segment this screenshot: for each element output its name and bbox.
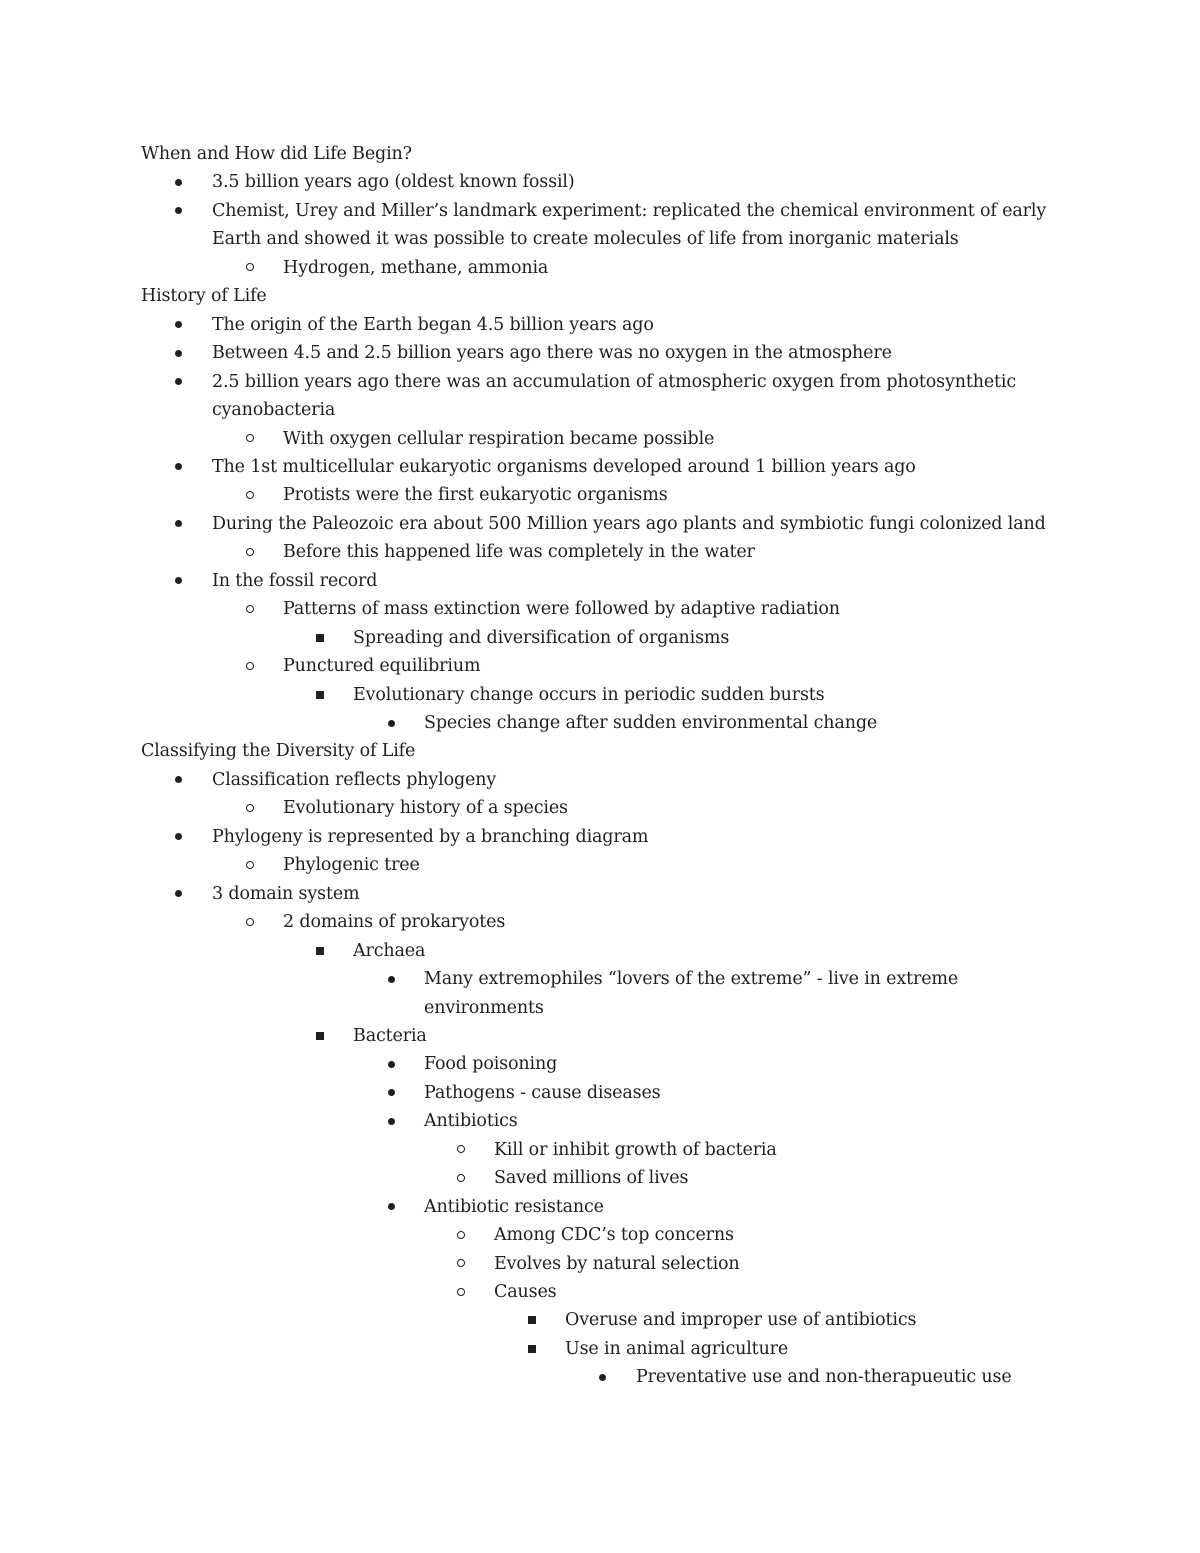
list-bullet-square-icon: [316, 947, 324, 955]
list-item-level-1: 3.5 billion years ago (oldest known fossil): [212, 172, 575, 193]
list-item-level-2: Patterns of mass extinction were followed by adaptive radiation: [283, 599, 840, 620]
list-bullet-circle-icon: [457, 1231, 465, 1239]
list-item-level-1: In the fossil record: [212, 570, 378, 591]
list-item-level-2: 2 domains of prokaryotes: [283, 912, 506, 933]
list-item-level-1: Between 4.5 and 2.5 billion years ago there was no oxygen in the atmosphere: [212, 343, 892, 364]
list-item-level-1: 3 domain system: [212, 883, 360, 904]
list-bullet-disc-icon: [388, 1061, 395, 1068]
list-item-level-1: The 1st multicellular eukaryotic organisms developed around 1 billion years ago: [212, 456, 916, 477]
list-bullet-circle-icon: [457, 1145, 465, 1153]
list-bullet-disc-icon: [388, 1118, 395, 1125]
list-bullet-disc-icon: [175, 321, 182, 328]
list-bullet-circle-icon: [457, 1174, 465, 1182]
list-bullet-circle-icon: [246, 434, 254, 442]
list-bullet-circle-icon: [246, 918, 254, 926]
list-bullet-disc-icon: [388, 976, 395, 983]
list-item-continuation: cyanobacteria: [212, 400, 336, 421]
list-item-level-2: With oxygen cellular respiration became possible: [283, 428, 715, 449]
list-bullet-disc-icon: [388, 1089, 395, 1096]
list-bullet-circle-icon: [246, 861, 254, 869]
list-item-level-4: Antibiotic resistance: [424, 1196, 604, 1217]
list-bullet-disc-icon: [175, 179, 182, 186]
list-bullet-square-icon: [528, 1345, 536, 1353]
list-bullet-disc-icon: [388, 720, 395, 727]
list-bullet-square-icon: [528, 1316, 536, 1324]
list-item-level-2: Protists were the first eukaryotic organisms: [283, 485, 668, 506]
list-item-level-3: Evolutionary change occurs in periodic sudden bursts: [353, 684, 825, 705]
list-bullet-circle-icon: [246, 804, 254, 812]
list-bullet-disc-icon: [388, 1203, 395, 1210]
list-bullet-disc-icon: [175, 890, 182, 897]
list-bullet-disc-icon: [175, 378, 182, 385]
list-item-level-2: Evolutionary history of a species: [283, 798, 568, 819]
list-bullet-disc-icon: [175, 463, 182, 470]
list-item-level-3: Bacteria: [353, 1025, 427, 1046]
list-item-level-5: Evolves by natural selection: [494, 1253, 740, 1274]
list-bullet-circle-icon: [457, 1259, 465, 1267]
list-item-level-2: Before this happened life was completely in the water: [283, 542, 755, 563]
list-item-level-6: Overuse and improper use of antibiotics: [565, 1310, 917, 1331]
list-item-level-5: Among CDC’s top concerns: [494, 1225, 734, 1246]
list-item-level-4: Food poisoning: [424, 1054, 558, 1075]
list-item-level-1: Chemist, Urey and Miller’s landmark experiment: replicated the chemical environment of early: [212, 200, 1047, 221]
list-bullet-circle-icon: [457, 1288, 465, 1296]
list-bullet-disc-icon: [175, 577, 182, 584]
list-item-continuation: environments: [424, 997, 544, 1018]
list-item-level-6: Use in animal agriculture: [565, 1338, 789, 1359]
section-heading: When and How did Life Begin?: [141, 144, 412, 164]
list-item-level-7: Preventative use and non-therapueutic use: [636, 1367, 1012, 1388]
list-bullet-disc-icon: [599, 1374, 606, 1381]
list-bullet-disc-icon: [175, 350, 182, 357]
list-bullet-circle-icon: [246, 491, 254, 499]
list-item-continuation: Earth and showed it was possible to create molecules of life from inorganic materials: [212, 229, 959, 250]
list-bullet-disc-icon: [175, 207, 182, 214]
list-item-level-4: Species change after sudden environmental change: [424, 713, 878, 733]
list-item-level-1: Phylogeny is represented by a branching diagram: [212, 826, 649, 847]
section-heading: History of Life: [141, 286, 267, 307]
list-item-level-5: Kill or inhibit growth of bacteria: [494, 1139, 777, 1160]
list-bullet-circle-icon: [246, 605, 254, 613]
list-item-level-1: Classification reflects phylogeny: [212, 769, 497, 790]
list-bullet-disc-icon: [175, 833, 182, 840]
list-item-level-1: The origin of the Earth began 4.5 billion years ago: [212, 314, 654, 335]
list-item-level-3: Spreading and diversification of organisms: [353, 627, 730, 648]
list-bullet-circle-icon: [246, 263, 254, 271]
list-item-level-4: Pathogens - cause diseases: [424, 1082, 661, 1103]
list-item-level-5: Saved millions of lives: [494, 1168, 689, 1189]
list-bullet-square-icon: [316, 691, 324, 699]
list-item-level-5: Causes: [494, 1282, 557, 1302]
list-item-level-1: 2.5 billion years ago there was an accumulation of atmospheric oxygen from photosynthetic: [212, 371, 1017, 392]
list-item-level-4: Antibiotics: [424, 1111, 518, 1132]
list-bullet-square-icon: [316, 634, 324, 642]
list-bullet-square-icon: [316, 1032, 324, 1040]
list-bullet-disc-icon: [175, 776, 182, 783]
list-item-level-4: Many extremophiles “lovers of the extreme” - live in extreme: [424, 969, 959, 990]
list-item-level-2: Hydrogen, methane, ammonia: [283, 257, 549, 278]
list-item-level-2: Phylogenic tree: [283, 855, 420, 876]
list-bullet-circle-icon: [246, 662, 254, 670]
list-item-level-1: During the Paleozoic era about 500 Million years ago plants and symbiotic fungi colonized land: [212, 513, 1046, 534]
section-heading: Classifying the Diversity of Life: [141, 741, 416, 762]
list-item-level-2: Punctured equilibrium: [283, 656, 481, 677]
list-item-level-3: Archaea: [353, 940, 426, 961]
list-bullet-circle-icon: [246, 548, 254, 556]
list-bullet-disc-icon: [175, 520, 182, 527]
